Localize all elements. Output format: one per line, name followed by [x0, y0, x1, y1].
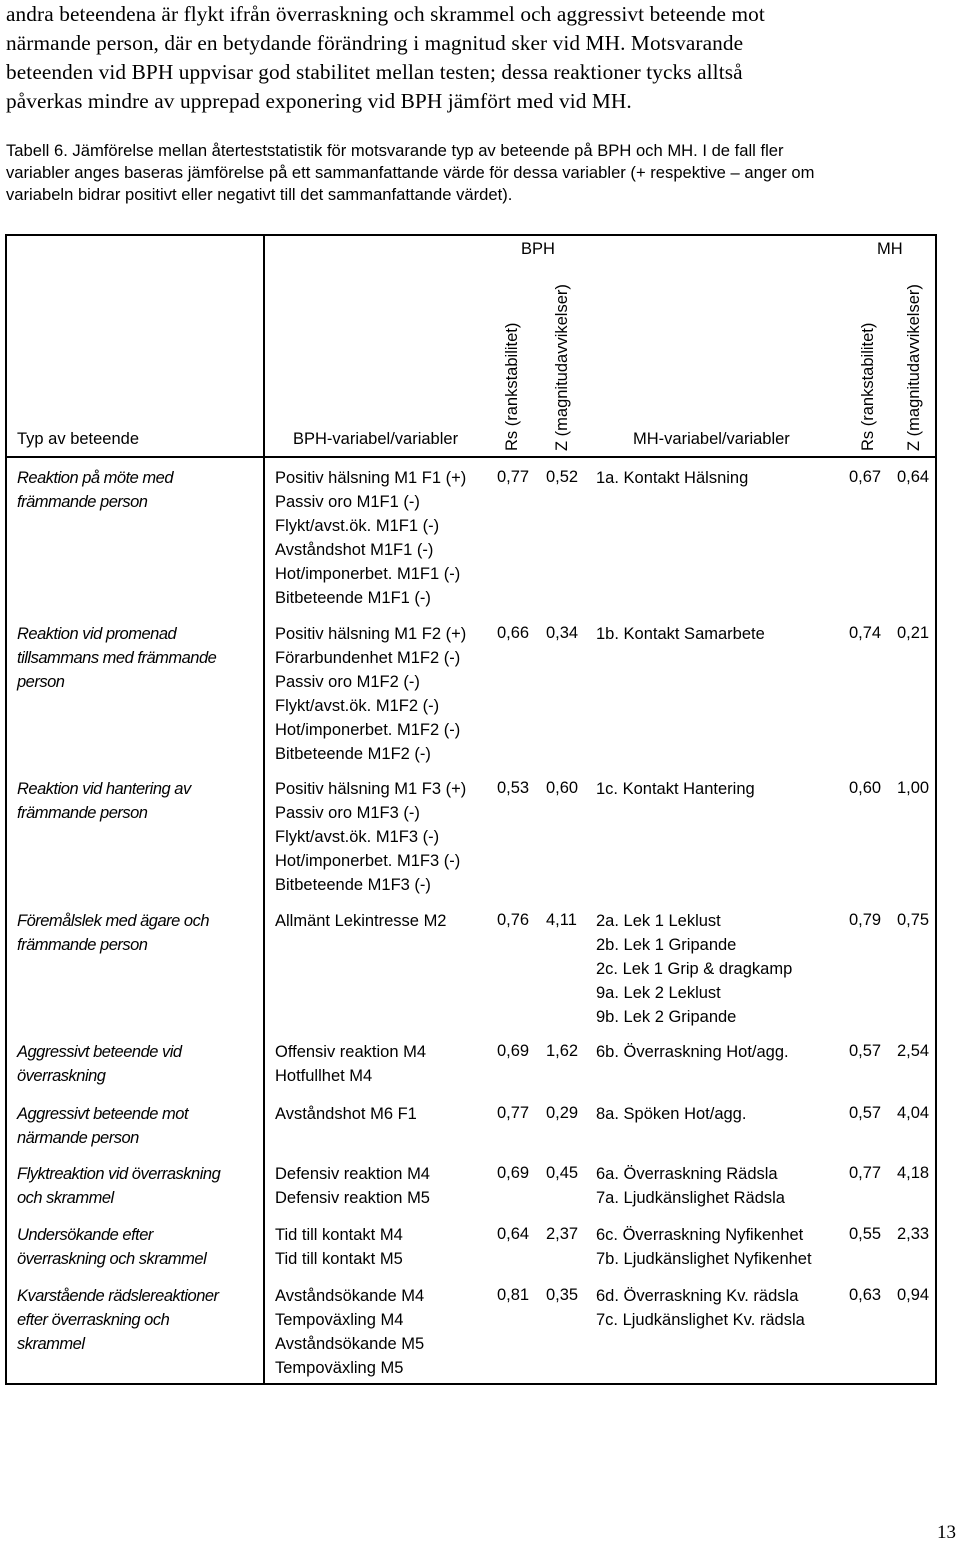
behavior-type-line: Undersökande efter [17, 1226, 153, 1244]
mh-z-value: 2,54 [897, 1042, 930, 1060]
behavior-type-line: Reaktion på möte med [17, 469, 174, 487]
header-bph-variable: BPH-variabel/variabler [293, 430, 459, 448]
bph-variables [275, 1040, 426, 1088]
bph-variables-line: Allmänt Lekintresse M2 [275, 912, 447, 930]
behavior-type [17, 1223, 206, 1271]
behavior-type [17, 1102, 188, 1150]
header-divider [7, 456, 935, 458]
behavior-type-line: närmande person [17, 1129, 139, 1147]
page-number: 13 [937, 1522, 956, 1543]
behavior-type [17, 1284, 219, 1356]
mh-z-value: 0,64 [897, 468, 930, 486]
mh-variables [596, 909, 792, 1029]
behavior-type [17, 1162, 220, 1210]
intro-line: närmande person, där en betydande förändring i magnitud sker vid MH. Motsvarande [6, 31, 744, 55]
bph-variables-line: Flykt/avst.ök. M1F2 (-) [275, 697, 440, 715]
mh-rs-value: 0,74 [849, 624, 882, 642]
behavior-type-line: Reaktion vid hantering av [17, 780, 191, 798]
bph-variables-line: Passiv oro M1F2 (-) [275, 673, 420, 691]
mh-z-value: 4,04 [897, 1104, 930, 1122]
table-caption [6, 140, 951, 206]
mh-variables [596, 1284, 805, 1332]
mh-rs-value: 0,79 [849, 911, 882, 929]
bph-variables-line: Bitbeteende M1F2 (-) [275, 745, 431, 763]
bph-z-value: 0,45 [546, 1164, 579, 1182]
header-mh-z: Z (magnitudavvikelser) [905, 284, 923, 451]
behavior-type [17, 466, 173, 514]
mh-variables-line: 1c. Kontakt Hantering [596, 780, 755, 798]
behavior-type-line: överraskning [17, 1067, 106, 1085]
mh-variables-line: 8a. Spöken Hot/agg. [596, 1105, 747, 1123]
behavior-type-line: främmande person [17, 804, 148, 822]
intro-line: påverkas mindre av upprepad exponering vid BPH jämfört med vid MH. [6, 89, 632, 113]
behavior-type-line: Föremålslek med ägare och [17, 912, 210, 930]
mh-rs-value: 0,60 [849, 779, 882, 797]
bph-variables-line: Avståndsökande M5 [275, 1335, 425, 1353]
mh-rs-value: 0,67 [849, 468, 882, 486]
mh-variables-line: 9b. Lek 2 Gripande [596, 1008, 737, 1026]
mh-variables-line: 2c. Lek 1 Grip & dragkamp [596, 960, 793, 978]
bph-rs-value: 0,77 [497, 468, 530, 486]
bph-variables-line: Bitbeteende M1F3 (-) [275, 876, 431, 894]
intro-paragraph [6, 0, 946, 116]
mh-variables-line: 1b. Kontakt Samarbete [596, 625, 765, 643]
bph-variables-line: Tempoväxling M5 [275, 1359, 404, 1377]
behavior-type-line: främmande person [17, 493, 148, 511]
bph-variables-line: Positiv hälsning M1 F2 (+) [275, 625, 467, 643]
behavior-type-line: tillsammans med främmande [17, 649, 217, 667]
behavior-type [17, 1040, 182, 1088]
header-bph-rs: Rs (rankstabilitet) [503, 322, 521, 451]
bph-variables-line: Positiv hälsning M1 F3 (+) [275, 780, 467, 798]
mh-variables-line: 7c. Ljudkänslighet Kv. rädsla [596, 1311, 805, 1329]
bph-z-value: 1,62 [546, 1042, 579, 1060]
bph-rs-value: 0,76 [497, 911, 530, 929]
behavior-type-line: överraskning och skrammel [17, 1250, 207, 1268]
mh-z-value: 4,18 [897, 1164, 930, 1182]
header-mh-variable: MH-variabel/variabler [633, 430, 790, 448]
bph-variables [275, 1102, 417, 1126]
bph-variables-line: Tid till kontakt M5 [275, 1250, 403, 1268]
bph-z-value: 2,37 [546, 1225, 579, 1243]
bph-variables-line: Avståndshot M1F1 (-) [275, 541, 434, 559]
header-type: Typ av beteende [17, 430, 140, 448]
intro-line: andra beteendena är flykt ifrån överraskning och skrammel och aggressivt beteende mot [6, 2, 765, 26]
group-header-bph: BPH [521, 240, 555, 258]
behavior-type-line: Aggressivt beteende vid [17, 1043, 182, 1061]
bph-z-value: 4,11 [546, 911, 577, 929]
bph-variables-line: Positiv hälsning M1 F1 (+) [275, 469, 467, 487]
behavior-type-line: efter överraskning och [17, 1311, 170, 1329]
bph-variables-line: Defensiv reaktion M4 [275, 1165, 430, 1183]
mh-variables [596, 1223, 812, 1271]
bph-variables-line: Passiv oro M1F1 (-) [275, 493, 420, 511]
bph-rs-value: 0,77 [497, 1104, 530, 1122]
mh-variables-line: 6c. Överraskning Nyfikenhet [596, 1226, 804, 1244]
bph-rs-value: 0,64 [497, 1225, 530, 1243]
bph-variables [275, 1162, 430, 1210]
behavior-type-line: skrammel [17, 1335, 85, 1353]
bph-variables-line: Tempoväxling M4 [275, 1311, 404, 1329]
caption-line: variabler anges baseras jämförelse på ett sammanfattande värde för dessa variabler (+ respektive – anger om [6, 163, 815, 182]
bph-variables-line: Förarbundenhet M1F2 (-) [275, 649, 461, 667]
header-mh-rs: Rs (rankstabilitet) [859, 322, 877, 451]
mh-z-value: 0,94 [897, 1286, 930, 1304]
mh-variables-line: 9a. Lek 2 Leklust [596, 984, 721, 1002]
behavior-type [17, 909, 209, 957]
mh-rs-value: 0,63 [849, 1286, 882, 1304]
bph-variables [275, 909, 447, 933]
behavior-type-line: och skrammel [17, 1189, 114, 1207]
bph-rs-value: 0,53 [497, 779, 530, 797]
behavior-type-line: Kvarstående rädslereaktioner [17, 1287, 219, 1305]
mh-rs-value: 0,55 [849, 1225, 882, 1243]
mh-z-value: 0,21 [897, 624, 930, 642]
header-bph-z: Z (magnitudavvikelser) [553, 284, 571, 451]
caption-line: variabeln bidrar positivt eller negativt till det sammanfattande värdet). [6, 185, 513, 204]
mh-z-value: 1,00 [897, 779, 930, 797]
mh-variables-line: 2b. Lek 1 Gripande [596, 936, 737, 954]
bph-variables [275, 1284, 424, 1380]
bph-variables [275, 1223, 403, 1271]
behavior-type-line: främmande person [17, 936, 148, 954]
bph-variables-line: Avståndshot M6 F1 [275, 1105, 417, 1123]
behavior-type-line: Reaktion vid promenad [17, 625, 177, 643]
group-header-mh: MH [877, 240, 903, 258]
bph-rs-value: 0,69 [497, 1042, 530, 1060]
bph-z-value: 0,34 [546, 624, 579, 642]
bph-variables-line: Passiv oro M1F3 (-) [275, 804, 420, 822]
behavior-type [17, 622, 216, 694]
bph-variables-line: Hot/imponerbet. M1F1 (-) [275, 565, 461, 583]
caption-line: Tabell 6. Jämförelse mellan återteststatistik för motsvarande typ av beteende på BPH och MH. I de fall fler [6, 141, 784, 160]
behavior-type-line: Flyktreaktion vid överraskning [17, 1165, 221, 1183]
bph-z-value: 0,29 [546, 1104, 579, 1122]
bph-rs-value: 0,66 [497, 624, 530, 642]
mh-variables [596, 466, 748, 490]
comparison-table [5, 234, 937, 1385]
mh-variables [596, 1040, 789, 1064]
bph-variables [275, 622, 466, 766]
mh-variables-line: 6a. Överraskning Rädsla [596, 1165, 778, 1183]
mh-variables-line: 7b. Ljudkänslighet Nyfikenhet [596, 1250, 812, 1268]
bph-rs-value: 0,69 [497, 1164, 530, 1182]
bph-z-value: 0,52 [546, 468, 579, 486]
intro-line: beteenden vid BPH uppvisar god stabilitet mellan testen; dessa reaktioner tycks alltså [6, 60, 743, 84]
behavior-type [17, 777, 191, 825]
mh-variables [596, 1102, 746, 1126]
behavior-type-line: Aggressivt beteende mot [17, 1105, 189, 1123]
mh-variables-line: 1a. Kontakt Hälsning [596, 469, 749, 487]
mh-rs-value: 0,57 [849, 1104, 882, 1122]
bph-variables-line: Bitbeteende M1F1 (-) [275, 589, 431, 607]
bph-z-value: 0,35 [546, 1286, 579, 1304]
mh-variables-line: 2a. Lek 1 Leklust [596, 912, 721, 930]
bph-variables-line: Tid till kontakt M4 [275, 1226, 403, 1244]
mh-rs-value: 0,77 [849, 1164, 882, 1182]
behavior-type-line: person [17, 673, 65, 691]
bph-z-value: 0,60 [546, 779, 579, 797]
mh-variables-line: 6d. Överraskning Kv. rädsla [596, 1287, 799, 1305]
bph-variables-line: Offensiv reaktion M4 [275, 1043, 427, 1061]
bph-variables-line: Flykt/avst.ök. M1F1 (-) [275, 517, 440, 535]
bph-variables [275, 777, 466, 897]
mh-variables-line: 7a. Ljudkänslighet Rädsla [596, 1189, 785, 1207]
bph-variables-line: Avståndsökande M4 [275, 1287, 425, 1305]
bph-rs-value: 0,81 [497, 1286, 530, 1304]
mh-z-value: 2,33 [897, 1225, 930, 1243]
mh-variables-line: 6b. Överraskning Hot/agg. [596, 1043, 789, 1061]
bph-variables [275, 466, 466, 610]
bph-variables-line: Hotfullhet M4 [275, 1067, 373, 1085]
bph-variables-line: Hot/imponerbet. M1F2 (-) [275, 721, 461, 739]
mh-rs-value: 0,57 [849, 1042, 882, 1060]
bph-variables-line: Defensiv reaktion M5 [275, 1189, 430, 1207]
bph-variables-line: Hot/imponerbet. M1F3 (-) [275, 852, 461, 870]
mh-z-value: 0,75 [897, 911, 930, 929]
column-divider [263, 236, 265, 1383]
mh-variables [596, 622, 765, 646]
mh-variables [596, 777, 755, 801]
mh-variables [596, 1162, 785, 1210]
bph-variables-line: Flykt/avst.ök. M1F3 (-) [275, 828, 440, 846]
